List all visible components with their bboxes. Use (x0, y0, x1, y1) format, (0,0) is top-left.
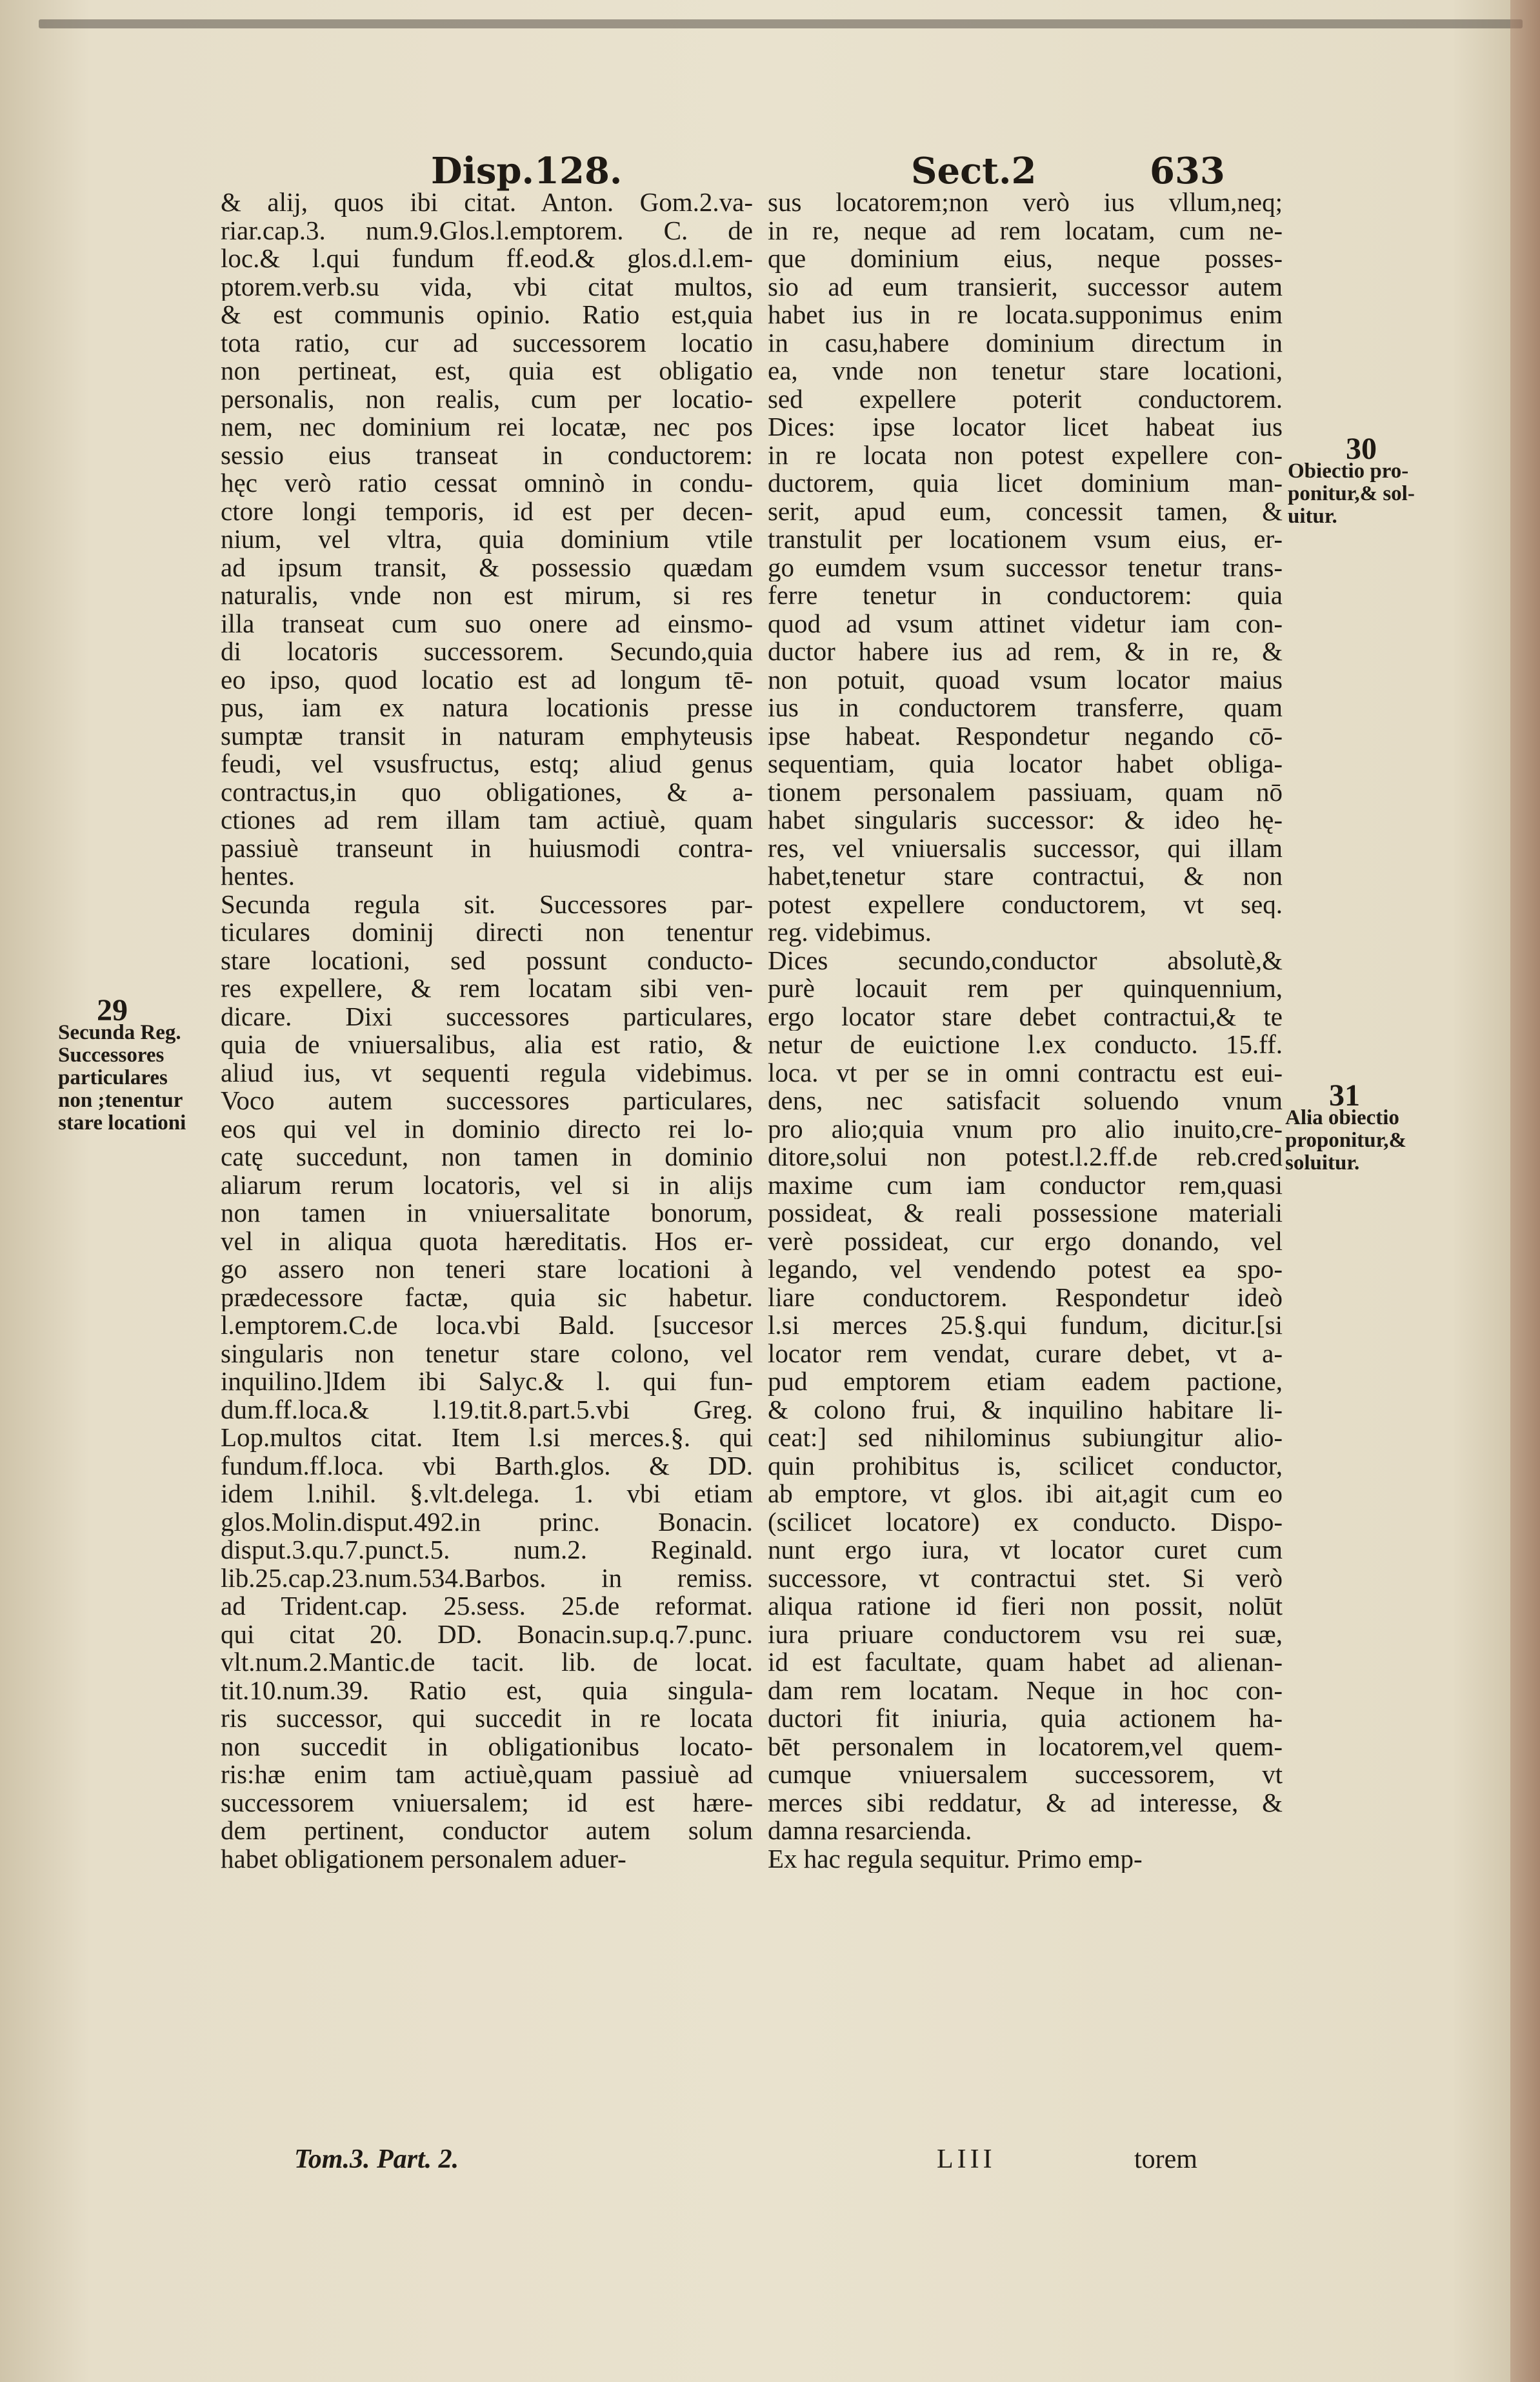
text-line: Lop.multos citat. Item l.si merces.§. qui (221, 1424, 753, 1452)
text-line: & alij, quos ibi citat. Anton. Gom.2.va- (221, 188, 753, 217)
text-line: & colono frui, & inquilino habitare li- (768, 1395, 1283, 1424)
text-line: ea, vnde non tenetur stare locationi, (768, 357, 1283, 385)
text-line: ergo locator stare debet contractui,& te (768, 1002, 1283, 1031)
text-line: riar.cap.3. num.9.Glos.l.emptorem. C. de (221, 216, 753, 245)
text-line: non potuit, quoad vsum locator maius (768, 665, 1283, 694)
text-line: ceat:] sed nihilominus subiungitur alio- (768, 1424, 1283, 1452)
text-line: purè locauit rem per quinquennium, (768, 974, 1283, 1003)
text-line: successorem vniuersalem; id est hære- (221, 1788, 753, 1817)
text-line: ad Trident.cap. 25.sess. 25.de reformat. (221, 1592, 753, 1620)
text-line: passiuè transeunt in huiusmodi contra- (221, 834, 753, 862)
text-line: verè possideat, cur ergo donando, vel (768, 1227, 1283, 1255)
text-line: res, vel vniuersalis successor, qui illam (768, 834, 1283, 862)
text-line: l.emptorem.C.de loca.vbi Bald. [succesor (221, 1311, 753, 1340)
text-line: res expellere, & rem locatam sibi ven- (221, 974, 753, 1003)
text-line: disput.3.qu.7.punct.5. num.2. Reginald. (221, 1536, 753, 1564)
text-line: Dices secundo,conductor absolutè,& (768, 946, 1283, 974)
text-line: ad ipsum transit, & possessio quædam (221, 553, 753, 581)
text-line: eos qui vel in dominio directo rei lo- (221, 1115, 753, 1143)
text-line: ductori fit iniuria, quia actionem ha- (768, 1704, 1283, 1733)
text-line: glos.Molin.disput.492.in princ. Bonacin. (221, 1508, 753, 1536)
text-line: pud emptorem etiam eadem pactione, (768, 1368, 1283, 1396)
text-line: ctore longi temporis, id est per decen- (221, 497, 753, 525)
text-line: merces sibi reddatur, & ad interesse, & (768, 1788, 1283, 1817)
margin-note-line: proponitur,& (1285, 1129, 1406, 1152)
text-line: feudi, vel vsusfructus, estq; aliud genus (221, 750, 753, 778)
text-line: contractus,in quo obligationes, & a- (221, 778, 753, 806)
margin-note-number: 29 (97, 993, 128, 1027)
margin-note-line: Successores (58, 1044, 165, 1067)
text-line: possideat, & reali possessione materiali (768, 1199, 1283, 1227)
footer-signature-mark: LIII (937, 2145, 996, 2174)
margin-note-number: 31 (1329, 1078, 1360, 1113)
margin-note-31 (1285, 1078, 1453, 1175)
text-line: pro alio;quia vnum pro alio inuito,cre- (768, 1115, 1283, 1143)
text-line: prædecessore factæ, quia sic habetur. (221, 1283, 753, 1311)
text-line: hentes. (221, 862, 295, 891)
text-line: go eumdem vsum successor tenetur trans- (768, 553, 1283, 581)
text-line: l.si merces 25.§.qui fundum, dicitur.[si (768, 1311, 1283, 1340)
text-line: catę succedunt, non tamen in dominio (221, 1143, 753, 1171)
text-line: ipse habeat. Respondetur negando cō- (768, 722, 1283, 750)
text-line: ductor habere ius ad rem, & in re, & (768, 638, 1283, 666)
text-line: personalis, non realis, cum per locatio- (221, 385, 753, 413)
text-line: aliud ius, vt sequenti regula videbimus. (221, 1058, 753, 1087)
text-line: dicare. Dixi successores particulares, (221, 1002, 753, 1031)
text-line: sumptæ transit in naturam emphyteusis (221, 722, 753, 750)
text-line: legando, vel vendendo potest ea spo- (768, 1255, 1283, 1284)
text-line: go assero non teneri stare locationi à (221, 1255, 753, 1284)
text-line: sessio eius transeat in conductorem: (221, 441, 753, 469)
text-line: ris successor, qui succedit in re locata (221, 1704, 753, 1733)
text-line: nunt ergo iura, vt locator curet cum (768, 1536, 1283, 1564)
text-line: aliqua ratione id fieri non possit, nolūt (768, 1592, 1283, 1620)
text-line: lib.25.cap.23.num.534.Barbos. in remiss. (221, 1564, 753, 1592)
text-line: vel in aliqua quota hæreditatis. Hos er- (221, 1227, 753, 1255)
text-line: (scilicet locatore) ex conducto. Dispo- (768, 1508, 1283, 1536)
text-line: sus locatorem;non verò ius vllum,neq; (768, 188, 1283, 217)
text-line: ferre tenetur in conductorem: quia (768, 581, 1283, 610)
margin-note-line: stare locationi (58, 1111, 186, 1135)
text-line: non succedit in obligationibus locato- (221, 1732, 753, 1761)
text-line: habet,tenetur stare contractui, & non (768, 862, 1283, 891)
text-line: id est facultate, quam habet ad alienan- (768, 1648, 1283, 1677)
text-line: netur de euictione l.ex conducto. 15.ff. (768, 1031, 1283, 1059)
text-line: ticulares dominij directi non tenentur (221, 918, 753, 947)
text-line: Dices: ipse locator licet habeat ius (768, 413, 1283, 441)
text-line: dem pertinent, conductor autem solum (221, 1817, 753, 1845)
text-line: stare locationi, sed possunt conducto- (221, 946, 753, 974)
text-line: aliarum rerum locatoris, vel si in alijs (221, 1171, 753, 1199)
text-line: que dominium eius, neque posses- (768, 245, 1283, 273)
margin-note-line: non ;tenentur (58, 1089, 183, 1112)
text-line: vlt.num.2.Mantic.de tacit. lib. de locat. (221, 1648, 753, 1677)
text-line: iura priuare conductorem vsu rei suæ, (768, 1620, 1283, 1648)
text-line: liare conductorem. Respondetur ideò (768, 1283, 1283, 1311)
right-column (768, 188, 1283, 1873)
text-line: ius in conductorem transferre, quam (768, 694, 1283, 722)
text-line: Secunda regula sit. Successores par- (221, 890, 753, 918)
left-column (221, 188, 753, 1873)
text-line: transtulit per locationem vsum eius, er- (768, 525, 1283, 554)
text-line: pus, iam ex natura locationis presse (221, 694, 753, 722)
text-line: quia de vniuersalibus, alia est ratio, & (221, 1031, 753, 1059)
text-line: inquilino.]Idem ibi Salyc.& l. qui fun- (221, 1368, 753, 1396)
text-line: sed expellere poterit conductorem. (768, 385, 1283, 413)
text-line: singularis non tenetur stare colono, vel (221, 1339, 753, 1368)
text-line: sequentiam, quia locator habet obliga- (768, 750, 1283, 778)
text-line: eo ipso, quod locatio est ad longum tē- (221, 665, 753, 694)
margin-note-line: Secunda Reg. (58, 1021, 181, 1044)
top-edge-shadow (39, 19, 1523, 28)
text-line: dum.ff.loca.& l.19.tit.8.part.5.vbi Greg. (221, 1395, 753, 1424)
margin-note-line: Obiectio pro- (1288, 459, 1409, 483)
text-line: idem l.nihil. §.vlt.delega. 1. vbi etiam (221, 1480, 753, 1508)
text-line: loc.& l.qui fundum ff.eod.& glos.d.l.em- (221, 245, 753, 273)
text-line: bēt personalem in locatorem,vel quem- (768, 1732, 1283, 1761)
text-line: successore, vt contractui stet. Si verò (768, 1564, 1283, 1592)
text-line: habet ius in re locata.supponimus enim (768, 301, 1283, 329)
text-line: hęc verò ratio cessat omninò in condu- (221, 469, 753, 498)
margin-note-line: uitur. (1288, 505, 1337, 528)
text-line: nium, vel vltra, quia dominium vtile (221, 525, 753, 554)
text-line: naturalis, vnde non est mirum, si res (221, 581, 753, 610)
text-line: ductorem, quia licet dominium man- (768, 469, 1283, 498)
text-line: ditore,solui non potest.l.2.ff.de reb.cred (768, 1143, 1283, 1171)
margin-note-line: Alia obiectio (1285, 1106, 1399, 1129)
margin-note-number: 30 (1346, 432, 1377, 466)
margin-note-line: ponitur,& sol- (1288, 482, 1415, 505)
text-line: & est communis opinio. Ratio est,quia (221, 301, 753, 329)
text-line: sio ad eum transierit, successor autem (768, 272, 1283, 301)
text-line: serit, apud eum, concessit tamen, & (768, 497, 1283, 525)
text-line: damna resarcienda. (768, 1817, 972, 1845)
text-line: non pertineat, est, quia est obligatio (221, 357, 753, 385)
header-section: Sect.2 (911, 150, 1037, 192)
text-line: Voco autem successores particulares, (221, 1087, 753, 1115)
text-line: tionem personalem passiuam, quam nō (768, 778, 1283, 806)
text-line: dens, nec satisfacit soluendo vnum (768, 1087, 1283, 1115)
page-edge (1510, 0, 1540, 2382)
text-line: illa transeat cum suo onere ad einsmo- (221, 609, 753, 638)
text-line: quod ad vsum attinet videtur iam con- (768, 609, 1283, 638)
text-line: tit.10.num.39. Ratio est, quia singula- (221, 1676, 753, 1704)
text-line: tota ratio, cur ad successorem locatio (221, 328, 753, 357)
text-line: di locatoris successorem. Secundo,quia (221, 638, 753, 666)
text-line: habet obligationem personalem aduer- (221, 1844, 626, 1873)
text-line: in casu,habere dominium directum in (768, 328, 1283, 357)
text-line: in re, neque ad rem locatam, cum ne- (768, 216, 1283, 245)
text-line: ris:hæ enim tam actiuè,quam passiuè ad (221, 1761, 753, 1789)
text-line: ptorem.verb.su vida, vbi citat multos, (221, 272, 753, 301)
text-line: dam rem locatam. Neque in hoc con- (768, 1676, 1283, 1704)
text-line: locator rem vendat, curare debet, vt a- (768, 1339, 1283, 1368)
text-line: in re locata non potest expellere con- (768, 441, 1283, 469)
text-line: maxime cum iam conductor rem,quasi (768, 1171, 1283, 1199)
text-line: ab emptore, vt glos. ibi ait,agit cum eo (768, 1480, 1283, 1508)
footer-volume: Tom.3. Part. 2. (294, 2145, 459, 2174)
text-line: ctiones ad rem illam tam actiuè, quam (221, 806, 753, 834)
text-line: fundum.ff.loca. vbi Barth.glos. & DD. (221, 1451, 753, 1480)
text-line: non tamen in vniuersalitate bonorum, (221, 1199, 753, 1227)
text-line: nem, nec dominium rei locatæ, nec pos (221, 413, 753, 441)
margin-note-30 (1288, 432, 1455, 528)
text-line: potest expellere conductorem, vt seq. (768, 890, 1283, 918)
text-line: quin prohibitus is, scilicet conductor, (768, 1451, 1283, 1480)
text-line: reg. videbimus. (768, 918, 932, 947)
text-line: cumque vniuersalem successorem, vt (768, 1761, 1283, 1789)
margin-note-line: soluitur. (1285, 1151, 1360, 1175)
margin-note-29 (58, 993, 226, 1135)
margin-note-line: particulares (58, 1066, 168, 1089)
text-line: Ex hac regula sequitur. Primo emp- (768, 1844, 1143, 1873)
header-page-number: 633 (1150, 150, 1225, 192)
text-line: habet singularis successor: & ideo hę- (768, 806, 1283, 834)
header-disputation: Disp.128. (431, 150, 623, 192)
text-line: qui citat 20. DD. Bonacin.sup.q.7.punc. (221, 1620, 753, 1648)
footer-catchword: torem (1134, 2145, 1197, 2174)
text-line: loca. vt per se in omni contractu est eui- (768, 1058, 1283, 1087)
